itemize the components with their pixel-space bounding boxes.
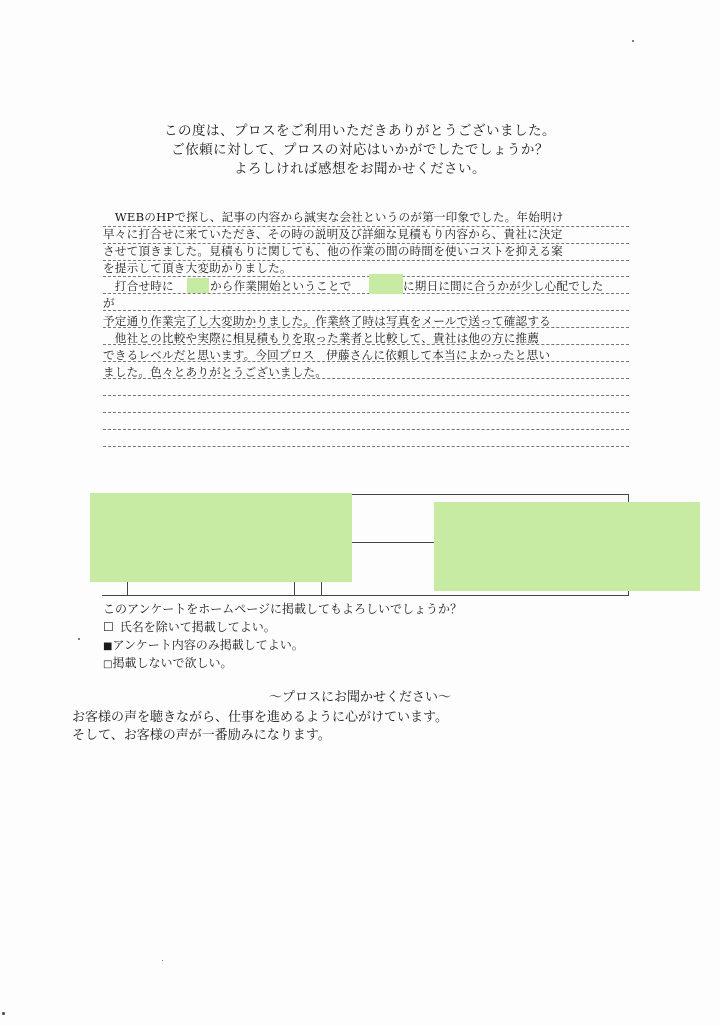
info-box-bottom-border [102, 595, 629, 596]
comment-line: を提示して頂き大変助かりました。 [103, 261, 292, 275]
survey-option-label: 氏名を除いて掲載してよい。 [119, 620, 276, 634]
comment-line: 予定通り作業完了し大変助かりました。作業終了時は写真をメールで送って確認する [103, 314, 551, 328]
redaction-mark [369, 274, 403, 294]
redaction-mark [187, 278, 209, 293]
survey-option-3 [103, 654, 232, 671]
survey-option-label: 掲載しないで欲しい。 [112, 656, 233, 670]
comment-line: ました。色々とありがとうございました。 [103, 365, 328, 379]
comment-line: させて頂きました。見積もりに関しても、他の作業の間の時間を使いコストを抑える案 [103, 244, 563, 258]
ruled-line [103, 395, 629, 396]
info-box-tick [321, 582, 322, 596]
info-box-divider [352, 542, 434, 543]
comment-line: WEBのHPで探し、記事の内容から誠実な会社というのが第一印象でした。年始明け [103, 210, 564, 224]
checkbox-empty-icon: □ [103, 659, 113, 670]
scan-speck [2, 1012, 5, 1015]
survey-option-label: アンケート内容のみ掲載してよい。 [112, 638, 304, 652]
scan-speck [78, 638, 80, 640]
survey-option-2 [103, 636, 304, 653]
comment-line-segment: 打合せ時に [103, 279, 174, 293]
survey-question: このアンケートをホームページに掲載してもよろしいでしょうか？ [103, 602, 463, 616]
redaction-block [90, 493, 352, 582]
ruled-line [103, 276, 629, 277]
comment-line: が [103, 296, 115, 310]
comment-line: 他社との比較や実際に相見積もりを取った業者と比較して、貴社は他の方に推薦 [103, 331, 540, 345]
comment-line: できるレベルだと思います。今回プロス 伊藤さんに依頼して本当によかったと思い [103, 348, 551, 362]
ruled-line [103, 310, 629, 311]
info-box-tick [294, 582, 295, 596]
comment-line: 早々に打合せに来ていただき、その時の説明及び詳細な見積もり内容から、貴社に決定 [103, 227, 563, 241]
header-line-2: ご依頼に対して、プロスの対応はいかがでしたでしょうか？ [171, 142, 549, 158]
checkbox-filled-icon: ■ [103, 641, 113, 652]
ruled-line [103, 446, 629, 447]
comment-line-segment: から作業開始ということで [210, 279, 352, 293]
footer-line-1: お客様の声を聴きながら、仕事を進めるように心がけています。 [72, 710, 448, 725]
checkbox-empty-icon: ☐ [103, 620, 114, 634]
header-line-3: よろしければ感想をお聞かせください。 [234, 161, 486, 177]
info-box-tick [127, 582, 128, 596]
footer-line-2: そして、お客様の声が一番励みになります。 [72, 728, 331, 743]
scan-speck [162, 960, 163, 961]
ruled-line [103, 429, 629, 430]
ruled-line [103, 412, 629, 413]
footer-title: ～プロスにお聞かせください～ [268, 690, 451, 705]
redaction-block [434, 502, 700, 591]
comment-line-segment: に期日に間に合うかが少し心配でした [403, 279, 604, 293]
survey-option-1 [103, 618, 276, 635]
header-line-1: この度は、プロスをご利用いただきありがとうございました。 [164, 123, 556, 139]
ruled-line [103, 293, 629, 294]
scan-speck [632, 40, 634, 42]
